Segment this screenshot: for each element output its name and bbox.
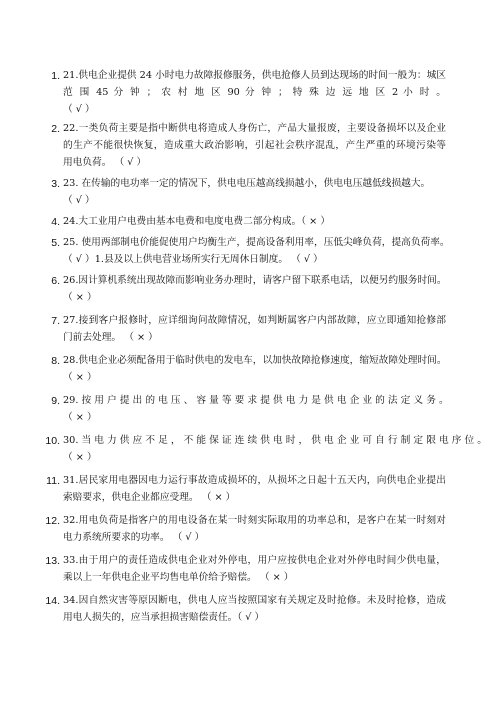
item-number: 13. — [45, 555, 60, 567]
item-number: 2. — [51, 123, 60, 135]
item-text-line: 24.大工业用户电费由基本电费和电度电费二部分构成。（ × ） — [63, 216, 331, 227]
item-number: 1. — [51, 70, 60, 82]
item-text-line: 用电负荷。 （ √ ） — [63, 157, 147, 168]
item-text-line: 29. 按 用 户 提 出 的 电 压 、 容 量 等 要 求 提 供 电 力 是 供 电 企 业 的 法 定 义 务 。 — [63, 395, 449, 406]
item-text-line: 的生产不能很快恢复，造成重大政治影响，引起社会秩序混乱，产生严重的环境污染等 — [63, 140, 446, 151]
item-text-line: 21.供电企业提供 24 小时电力故障报修服务，供电抢修人员到达现场的时间一般为：城区 — [63, 70, 446, 81]
item-text-line: 乘以上一年供电企业平均售电单价给予赔偿。 （ × ） — [63, 572, 294, 583]
item-text-line: 31.居民家用电器因电力运行事故造成损坏的，从损坏之日起十五天内，向供电企业提出 — [63, 475, 446, 486]
item-text-line: 32.用电负荷是指客户的用电设备在某一时刻实际取用的功率总和，是客户在某一时刻对 — [63, 515, 446, 526]
item-text-line: 22.一类负荷主要是指中断供电将造成人身伤亡，产品大量报废，主要设备损坏以及企业 — [63, 123, 446, 134]
item-number: 5. — [51, 237, 60, 249]
item-text-line: （ √ ）1.县及以上供电营业场所实行无周休日制度。 （ √ ） — [63, 254, 323, 265]
item-number: 14. — [45, 595, 60, 607]
item-text-line: 25. 使用两部制电价能促使用户均衡生产，提高设备利用率，压低尖峰负荷，提高负荷率。 — [63, 237, 450, 248]
item-number: 10. — [45, 435, 60, 447]
item-text-line: （ × ） — [63, 452, 97, 463]
item-text-line: 27.接到客户报修时，应详细询问故障情况，如判断属客户内部故障，应立即通知抢修部 — [63, 315, 446, 326]
item-text-line: 电力系统所要求的功率。 （ √ ） — [63, 532, 205, 543]
item-number: 4. — [51, 216, 60, 228]
item-text-line: 34.因自然灾害等原因断电，供电人应当按照国家有关规定及时抢修。未及时抢修，造成 — [63, 595, 446, 606]
item-text-line: （ × ） — [63, 292, 97, 303]
item-text-line: 30. 当 电 力 供 应 不 足 ， 不 能 保 证 连 续 供 电 时 ， 供 电 企 业 可 自 行 制 定 限 电 序 位 。 — [63, 435, 487, 446]
item-text-line: 索赔要求，供电企业都应受理。 （ × ） — [63, 492, 236, 503]
item-text-line: （ × ） — [63, 412, 97, 423]
item-text-line: （ √ ） — [63, 195, 95, 206]
item-text-line: 28.供电企业必须配备用于临时供电的发电车，以加快故障抢修速度，缩短故障处理时间。 — [63, 355, 447, 366]
item-text-line: 门前去处理。 （ × ） — [63, 332, 158, 343]
item-number: 6. — [51, 275, 60, 287]
item-number: 12. — [45, 515, 60, 527]
item-number: 11. — [46, 475, 60, 487]
item-number: 3. — [51, 178, 60, 190]
item-number: 7. — [51, 315, 60, 327]
item-text-line: 23. 在传输的电功率一定的情况下，供电电压越高线损越小，供电电压越低线损越大。 — [63, 178, 431, 189]
item-text-line: 范 围 45 分 钟 ； 农 村 地 区 90 分 钟 ； 特 殊 边 远 地 区 2 小 时 。 — [63, 87, 446, 98]
item-text-line: （ × ） — [63, 372, 97, 383]
item-text-line: 33.由于用户的责任造成供电企业对外停电，用户应按供电企业对外停电时间少供电量， — [63, 555, 446, 566]
item-text-line: 26.因计算机系统出现故障而影响业务办理时，请客户留下联系电话，以便另约服务时间。 — [63, 275, 447, 286]
item-text-line: （ √ ） — [63, 104, 95, 115]
item-text-line: 用电人损失的，应当承担损害赔偿责任。（ √ ） — [63, 612, 265, 623]
item-number: 8. — [51, 355, 60, 367]
item-number: 9. — [51, 395, 60, 407]
